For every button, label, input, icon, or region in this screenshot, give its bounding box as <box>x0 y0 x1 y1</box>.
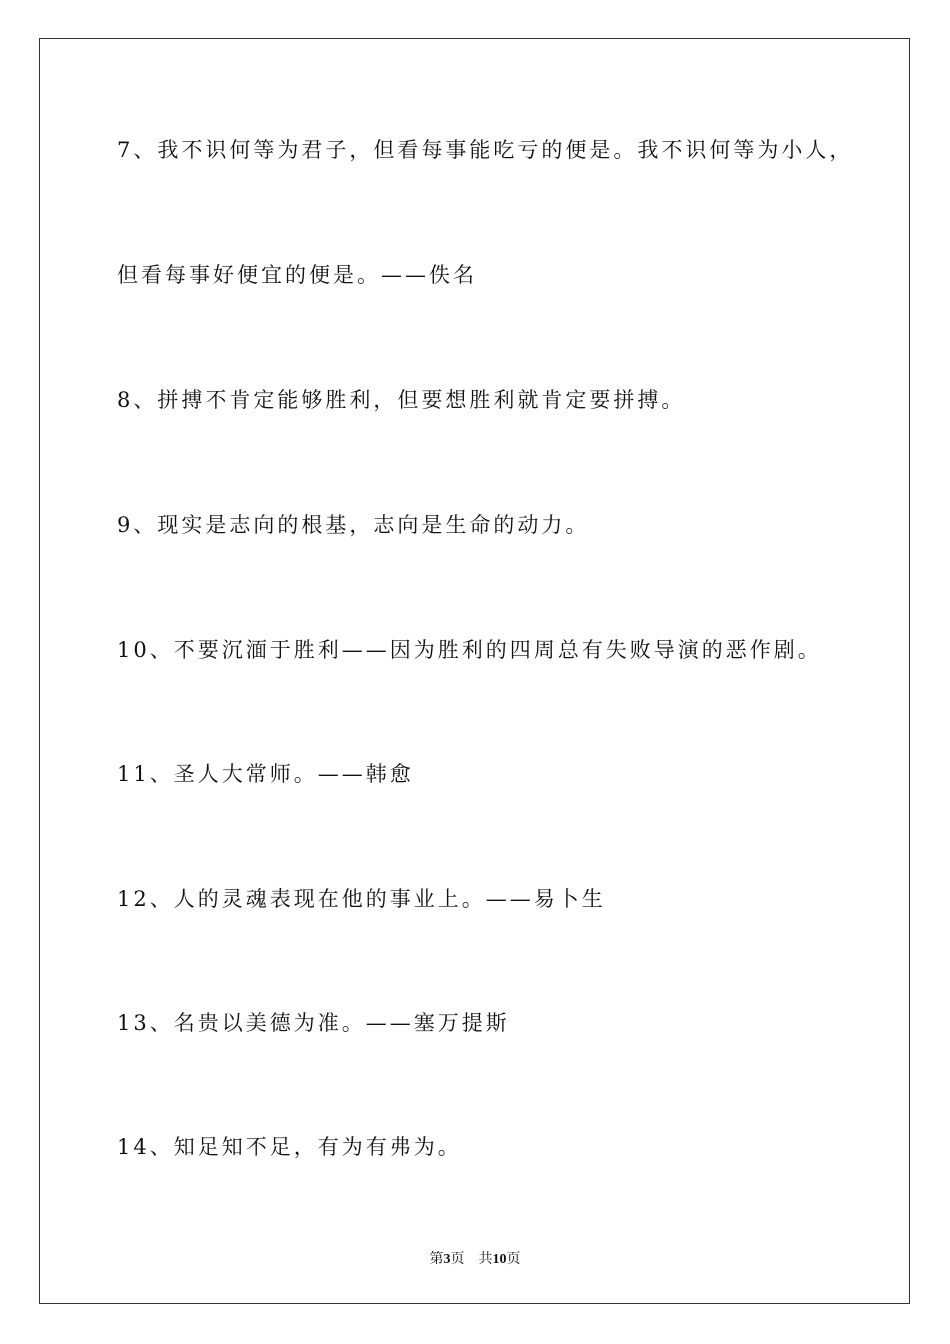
page-prefix: 第 <box>429 1252 444 1267</box>
quote-line: 12、人的灵魂表现在他的事业上。——易卜生 <box>117 887 606 911</box>
quote-line: 10、不要沉湎于胜利——因为胜利的四周总有失败导演的恶作剧。 <box>117 638 822 662</box>
total-pages: 10 <box>492 1252 507 1267</box>
quote-line: 13、名贵以美德为准。——塞万提斯 <box>117 1011 510 1035</box>
page-number: 3 <box>443 1252 451 1267</box>
quote-line: 14、知足知不足，有为有弗为。 <box>117 1135 462 1159</box>
quote-line: 11、圣人大常师。——韩愈 <box>117 762 414 786</box>
page-footer <box>0 1248 950 1268</box>
quote-line: 7、我不识何等为君子，但看每事能吃亏的便是。我不识何等为小人， <box>117 138 854 162</box>
quote-line: 9、现实是志向的根基，志向是生命的动力。 <box>117 513 590 537</box>
page-suffix: 页 <box>450 1252 465 1267</box>
quote-line: 8、拼搏不肯定能够胜利，但要想胜利就肯定要拼搏。 <box>117 388 686 412</box>
total-prefix: 共 <box>478 1252 493 1267</box>
quote-line: 但看每事好便宜的便是。——佚名 <box>117 263 477 287</box>
total-suffix: 页 <box>506 1252 521 1267</box>
page-frame <box>39 38 910 1304</box>
